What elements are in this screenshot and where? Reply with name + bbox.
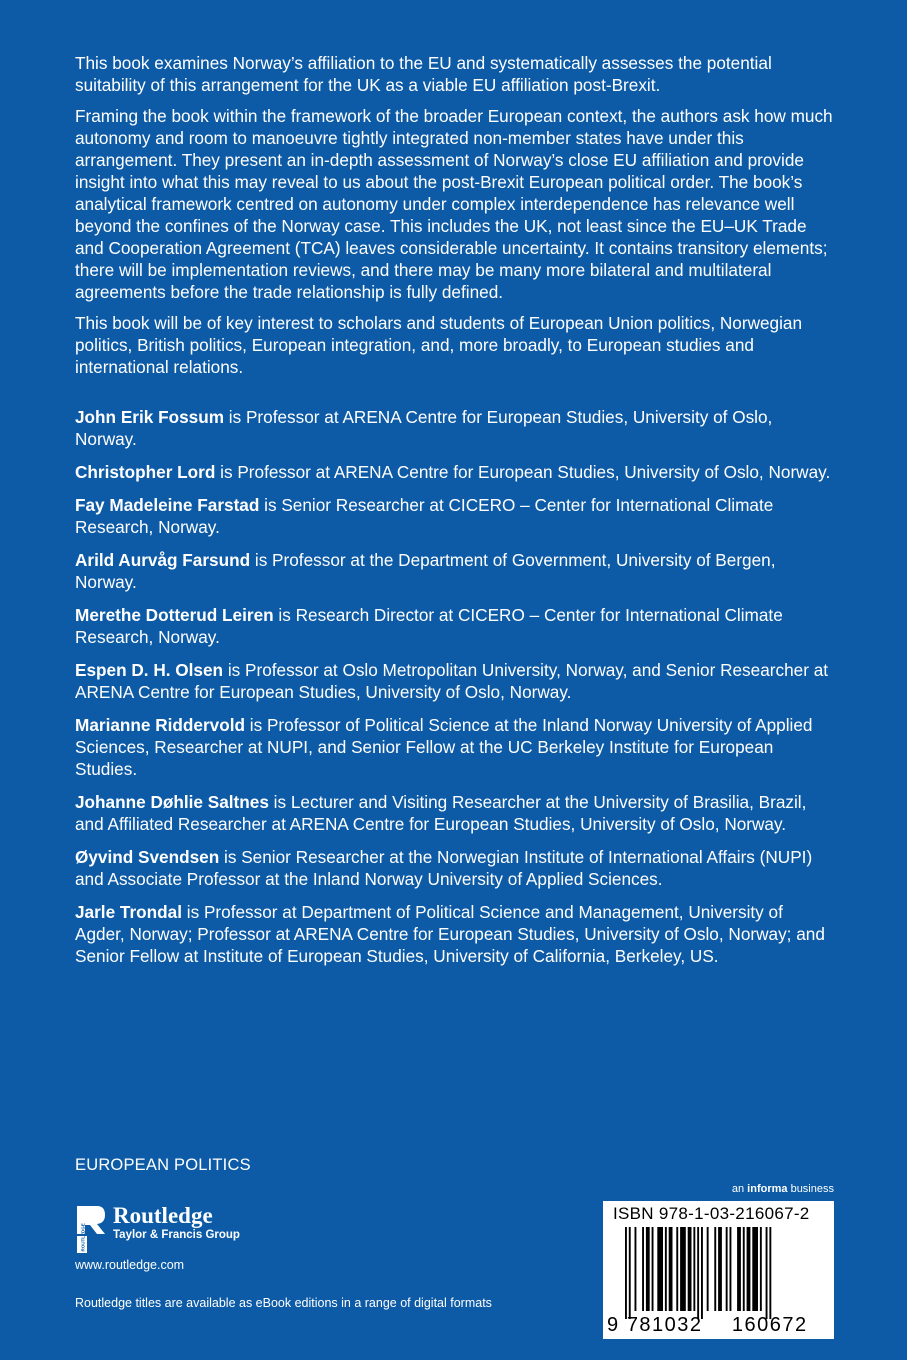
author-bio	[75, 604, 835, 648]
author-description: is Professor of Political Science at the Inland Norway University of Applied Sciences, Researcher at NUPI, and Senior Fellow at the UC Berkeley Institute for European Studies.	[75, 715, 813, 779]
author-name: Øyvind Svendsen	[75, 847, 220, 867]
author-bio	[75, 846, 835, 890]
author-description: is Professor at the Department of Government, University of Bergen, Norway.	[75, 550, 776, 592]
publisher-group: Taylor & Francis Group	[113, 1229, 240, 1241]
author-bio	[75, 494, 835, 538]
author-bio	[75, 461, 835, 483]
logo-wordmark	[113, 1204, 240, 1243]
informa-brand: informa	[747, 1183, 788, 1195]
logo-vertical-text: ROUTLEDGE	[80, 1223, 86, 1252]
author-name: Arild Aurvåg Farsund	[75, 550, 251, 570]
author-name: Marianne Riddervold	[75, 715, 245, 735]
isbn-label: ISBN 978-1-03-216067-2	[613, 1204, 810, 1223]
back-cover-content	[75, 52, 835, 978]
author-bio	[75, 901, 835, 967]
ebook-note: Routledge titles are available as eBook editions in a range of digital formats	[75, 1296, 492, 1310]
informa-prefix: an	[731, 1183, 748, 1195]
author-name: Christopher Lord	[75, 462, 216, 482]
author-description: is Research Director at CICERO – Center for International Climate Research, Norway.	[75, 605, 783, 647]
isbn-barcode	[603, 1201, 834, 1339]
author-name: John Erik Fossum	[75, 407, 224, 427]
author-name: Espen D. H. Olsen	[75, 660, 224, 680]
description-paragraph-3: This book will be of key interest to scholars and students of European Union politics, Norwegian politics, British politics, European integration, and, more broadly, to European studies and international relations.	[75, 313, 803, 377]
barcode-digit-group-2: 160672	[731, 1314, 808, 1336]
barcode-icon	[625, 1227, 825, 1319]
publisher-website[interactable]: www.routledge.com	[75, 1258, 185, 1272]
author-name: Jarle Trondal	[75, 902, 182, 922]
author-bio	[75, 549, 835, 593]
barcode-digits	[607, 1314, 831, 1337]
author-description: is Professor at Oslo Metropolitan University, Norway, and Senior Researcher at ARENA Centre for European Studies, University of Oslo, Norway.	[75, 660, 829, 702]
author-description: is Senior Researcher at the Norwegian Institute of International Affairs (NUPI) and Associate Professor at the Inland Norway University of Applied Sciences.	[75, 847, 813, 889]
author-bio	[75, 714, 835, 780]
author-name: Merethe Dotterud Leiren	[75, 605, 274, 625]
author-description: is Professor at ARENA Centre for European Studies, University of Oslo, Norway.	[75, 407, 773, 449]
book-description	[75, 52, 835, 378]
author-name: Fay Madeleine Farstad	[75, 495, 260, 515]
publisher-name: Routledge	[113, 1203, 213, 1228]
author-bio	[75, 791, 835, 835]
routledge-logo-icon	[75, 1204, 107, 1254]
barcode-digit-group-1: 781032	[626, 1314, 703, 1336]
informa-tagline	[732, 1183, 834, 1195]
barcode-digit-first: 9	[607, 1314, 619, 1336]
author-description: is Professor at ARENA Centre for European Studies, University of Oslo, Norway.	[215, 462, 831, 482]
author-description: is Lecturer and Visiting Researcher at the University of Brasilia, Brazil, and Affiliated Researcher at ARENA Centre for European Studies, University of Oslo, Norway.	[75, 792, 807, 834]
author-description: is Professor at Department of Political Science and Management, University of Agder, Norway; Professor at ARENA Centre for European Studies, University of Oslo, Norway; and Senior Fellow at Institute of European Studies, University of California, Berkeley, US.	[75, 902, 825, 966]
routledge-logo	[75, 1204, 240, 1254]
author-bio	[75, 659, 835, 703]
series-name: EUROPEAN POLITICS	[75, 1156, 251, 1174]
author-name: Johanne Døhlie Saltnes	[75, 792, 269, 812]
description-paragraph-1: This book examines Norway’s affiliation to the EU and systematically assesses the potential suitability of this arrangement for the UK as a viable EU affiliation post-Brexit.	[75, 53, 772, 95]
informa-suffix: business	[787, 1183, 834, 1195]
description-paragraph-2: Framing the book within the framework of the broader European context, the authors ask how much autonomy and room to manoeuvre tightly integrated non-member states have under this arrangement. They present an in-depth assessment of Norway’s close EU affiliation and provide insight into what this may reveal to us about the post-Brexit European political order. The book’s analytical framework centred on autonomy under complex interdependence has relevance well beyond the confines of the Norway case. This includes the UK, not least since the EU–UK Trade and Cooperation Agreement (TCA) leaves considerable uncertainty. It contains transitory elements; there will be implementation reviews, and there may be many more bilateral and multilateral agreements before the trade relationship is fully defined.	[75, 106, 833, 302]
author-bio	[75, 406, 835, 450]
author-bios	[75, 406, 835, 967]
author-description: is Senior Researcher at CICERO – Center for International Climate Research, Norway.	[75, 495, 774, 537]
